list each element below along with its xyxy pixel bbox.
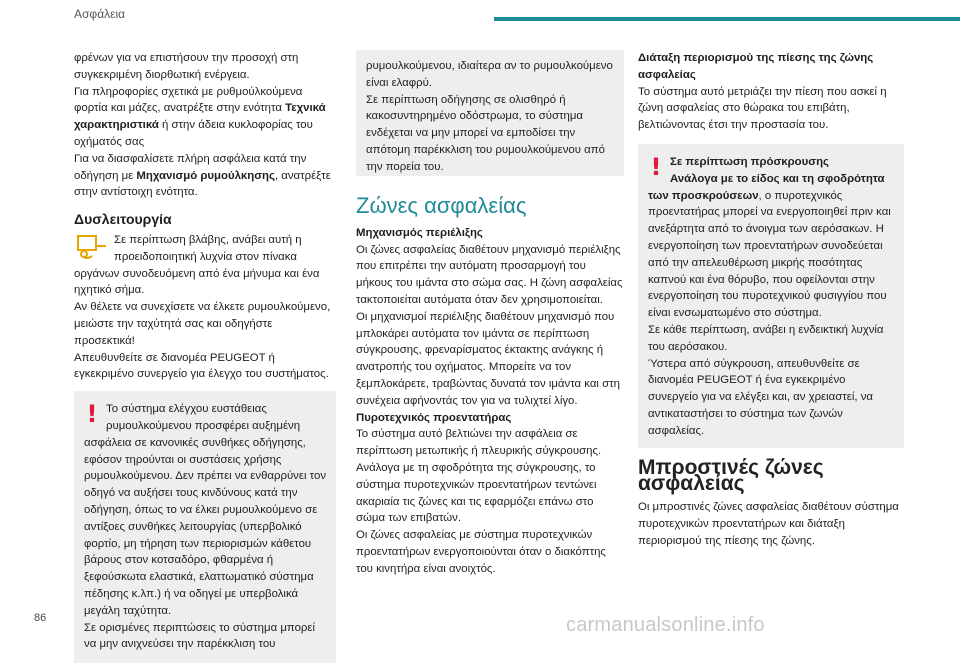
paragraph: Οι μηχανισμοί περιέλιξης διαθέτουν μηχανισμό που μπλοκάρει αυτόματα τον ιμάντα σε περίπτωση σύγκρουσης, φρεναρίσματος έκτακτης ανάγκης ή ανατροπής του οχήματος. Μπορείτε να τον ξεμπλοκάρετε, τραβώντας δυνατά τον ιμάντα και στη συνέχεια αφήνοντάς τον για να τυλιχτεί λίγο. xyxy=(356,310,620,407)
callout-text: Ύστερα από σύγκρουση, απευθυνθείτε σε διανομέα PEUGEOT ή ένα εγκεκριμένο συνεργείο για να ελέγξει και, αν χρειαστεί, να αντικαταστήσει το σύστημα των ζωνών ασφαλείας. xyxy=(648,357,874,437)
callout-heading: Σε περίπτωση πρόσκρουσης xyxy=(670,155,829,168)
malfunction-text: Σε περίπτωση βλάβης, ανάβει αυτή η προειδοποιητική λυχνία στον πίνακα οργάνων συνοδευόμενη από ένα μήνυμα και ένα ηχητικό σήμα. xyxy=(74,233,320,297)
column-3 xyxy=(638,50,904,550)
section-heading-seatbelts: Ζώνες ασφαλείας xyxy=(356,193,527,218)
paragraph: Οι ζώνες ασφαλείας διαθέτουν μηχανισμό περιέλιξης που επιτρέπει την αυτόματη προσαρμογή του μήκους του ιμάντα στο σώμα σας. Η ζώνη ασφαλείας τακτοποιείται αυτόματα όταν δεν χρησιμοποιείται. xyxy=(356,243,623,306)
callout-text: Ανάλογα με το είδος και τη σφοδρότητα των προσκρούσεων, ο πυροτεχνικός προεντατήρας μπορεί να ενεργοποιηθεί πριν και ανεξάρτητα από το άνοιγμα των αερόσακων. Η ενεργοποίηση των προεντατήρων συνοδεύεται από την απελευθέρωση μικρής ποσότητας καπνού και ένα θόρυβο, που οφείλονται στην ενεργοποίηση του πυροτεχνικού φυσιγγίου που είναι ενσωματωμένο στο σύστημα. xyxy=(648,172,891,320)
section-heading-front-seatbelts: Μπροστινές ζώνες ασφαλείας xyxy=(638,455,824,496)
section-heading-malfunction: Δυσλειτουργία xyxy=(74,211,172,228)
column-2 xyxy=(356,190,624,578)
paragraph: Ανάλογα με τη σφοδρότητα της σύγκρουσης, το σύστημα πυροτεχνικών προεντατήρων τεντώνει ακαριαία τις ζώνες και τις εφαρμόζει επάνω στο σώμα των επιβατών. xyxy=(356,461,597,525)
warning-callout xyxy=(74,391,336,663)
paragraph: Το σύστημα αυτό μετριάζει την πίεση που ασκεί η ζώνη ασφαλείας στο θώρακα του επιβάτη, βελτιώνοντας έτσι την προστασία του. xyxy=(638,85,887,132)
column-1 xyxy=(74,50,336,663)
callout-text: ρυμουλκούμενου, ιδιαίτερα αν το ρυμουλκούμενο είναι ελαφρύ. xyxy=(366,60,613,89)
subheading-retractor: Μηχανισμός περιέλιξης xyxy=(356,226,483,239)
paragraph: φρένων για να επιστήσουν την προσοχή στη συγκεκριμένη διορθωτική ενέργεια. xyxy=(74,52,299,81)
paragraph: Οι ζώνες ασφαλείας με σύστημα πυροτεχνικών προεντατήρων ενεργοποιούνται όταν ο διακόπτης του κινητήρα είναι ανοιχτός. xyxy=(356,529,606,575)
paragraph: Απευθυνθείτε σε διανομέα PEUGEOT ή εγκεκριμένο συνεργείο για έλεγχο του συστήματος. xyxy=(74,351,329,381)
exclamation-icon: ! xyxy=(650,152,662,181)
paragraph: Οι μπροστινές ζώνες ασφαλείας διαθέτουν σύστημα πυροτεχνικών προεντατήρων και διάταξη περιορισμού της πίεσης της ζώνης. xyxy=(638,501,899,547)
paragraph: Το σύστημα αυτό βελτιώνει την ασφάλεια σε περίπτωση μετωπικής ή πλευρικής σύγκρουσης. xyxy=(356,428,602,458)
trailer-warning-icon xyxy=(76,234,110,262)
paragraph: Αν θέλετε να συνεχίσετε να έλκετε ρυμουλκούμενο, μειώστε την ταχύτητά σας και οδηγήστε προσεκτικά! xyxy=(74,301,331,347)
page-header-title: Ασφάλεια xyxy=(74,7,126,21)
callout-text: Το σύστημα ελέγχου ευστάθειας ρυμουλκούμενου προσφέρει αυξημένη ασφάλεια σε κανονικές συνθήκες οδήγησης, εφόσον τηρούνται οι συστάσεις χρήσης ρυμουλκούμενου. Δεν πρέπει να ενθαρρύνει τον οδηγό να αυξήσει τους κινδύνους κατά την οδήγηση, όπως το να έλκει ρυμουλκούμενο σε αντίξοες συνθήκες λειτουργίας (υπερβολικό φορτίο, μη τήρηση των περιορισμών κάθετου βάρους στον κοτσαδόρο, φθαρμένα ή ξεφούσκωτα ελαστικά, ελαττωματικό σύστημα πέδησης κ.λπ.) ή να οδηγεί με υπερβολικά μεγάλη ταχύτητα. xyxy=(84,403,327,617)
callout-text: Σε ορισμένες περιπτώσεις το σύστημα μπορεί να μην ανιχνεύσει την παρέκκλιση του xyxy=(84,621,316,651)
watermark: carmanualsonline.info xyxy=(566,614,765,636)
page-number: 86 xyxy=(34,612,47,624)
callout-text: Σε κάθε περίπτωση, ανάβει η ενδεικτική λυχνία του αερόσακου. xyxy=(648,323,884,353)
malfunction-block xyxy=(74,232,336,299)
header-accent-bar xyxy=(494,17,960,21)
paragraph: Για να διασφαλίσετε πλήρη ασφάλεια κατά την οδήγηση με Μηχανισμό ρυμούλκησης, ανατρέξτε στην αντίστοιχη ενότητα. xyxy=(74,152,331,199)
paragraph: Για πληροφορίες σχετικά με ρυθμούλκούμενα φορτία και μάζες, ανατρέξτε στην ενότητα Τεχνικά χαρακτηριστικά ή στην άδεια κυκλοφορίας του οχήματός σας xyxy=(74,85,326,148)
subheading-force-limiter: Διάταξη περιορισμού της πίεσης της ζώνης ασφαλείας xyxy=(638,52,874,81)
subheading-pretensioner: Πυροτεχνικός προεντατήρας xyxy=(356,411,512,424)
impact-warning-callout xyxy=(638,144,904,448)
warning-callout-continued xyxy=(356,50,624,176)
callout-text: Σε περίπτωση οδήγησης σε ολισθηρό ή κακοσυντηρημένο οδόστρωμα, το σύστημα ενδέχεται να μην μπορεί να εμποδίσει την απότομη παρέκκλιση του ρυμουλκούμενου από την πορεία του. xyxy=(366,93,605,173)
exclamation-icon: ! xyxy=(86,400,98,429)
